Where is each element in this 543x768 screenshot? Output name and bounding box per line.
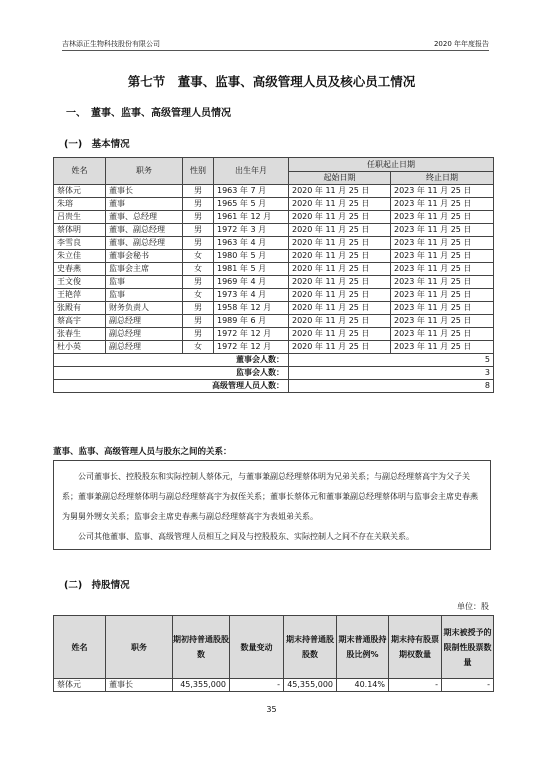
cell-end-date: 2023 年 11 月 25 日: [391, 185, 494, 198]
cell-gender: 女: [183, 250, 214, 263]
cell-closing-shares: 45,355,000: [284, 679, 337, 692]
col-header-term: 任职起止日期: [289, 158, 494, 172]
col-header-position: 职务: [106, 616, 173, 679]
summary-label: 董事会人数：: [54, 354, 289, 367]
summary-value: 5: [289, 354, 494, 367]
table-row: [54, 679, 494, 692]
table-row: [54, 185, 494, 198]
cell-change: -: [230, 679, 284, 692]
cell-position: 副总经理: [106, 328, 183, 341]
cell-birth: 1972 年 12 月: [214, 341, 289, 354]
col-header-opening-shares: 期初持普通股股数: [173, 616, 230, 679]
section-title: 第七节 董事、监事、高级管理人员及核心员工情况: [127, 74, 416, 89]
cell-position: 财务负责人: [106, 302, 183, 315]
cell-position: 董事: [106, 198, 183, 211]
col-header-name: 姓名: [54, 616, 106, 679]
cell-gender: 男: [183, 198, 214, 211]
unit-label: 单位：股: [457, 602, 489, 611]
col-header-ratio: 期末普通股持股比例%: [337, 616, 389, 679]
cell-start-date: 2020 年 11 月 25 日: [289, 250, 391, 263]
cell-birth: 1963 年 4 月: [214, 237, 289, 250]
cell-end-date: 2023 年 11 月 25 日: [391, 250, 494, 263]
cell-end-date: 2023 年 11 月 25 日: [391, 328, 494, 341]
cell-ratio: 40.14%: [337, 679, 389, 692]
cell-gender: 男: [183, 185, 214, 198]
col-header-birth: 出生年月: [214, 158, 289, 185]
cell-name: 吕贵生: [54, 211, 106, 224]
cell-start-date: 2020 年 11 月 25 日: [289, 315, 391, 328]
table-row: [54, 328, 494, 341]
cell-start-date: 2020 年 11 月 25 日: [289, 237, 391, 250]
cell-end-date: 2023 年 11 月 25 日: [391, 263, 494, 276]
cell-name: 朱瑢: [54, 198, 106, 211]
cell-start-date: 2020 年 11 月 25 日: [289, 328, 391, 341]
table-row: [54, 341, 494, 354]
cell-end-date: 2023 年 11 月 25 日: [391, 224, 494, 237]
cell-position: 董事、副总经理: [106, 224, 183, 237]
relations-title: 董事、监事、高级管理人员与股东之间的关系：: [53, 447, 232, 457]
cell-gender: 男: [183, 237, 214, 250]
relations-paragraph-1: 公司董事长、控股股东和实际控制人蔡体元，与董事兼副总经理蔡体明为兄弟关系；与副总经理蔡高宇为父子关系；董事兼副总经理蔡体明与副总经理蔡高宇为叔侄关系；董事长蔡体元和董事兼副总经理蔡体明与监事会主席史春燕为舅舅外甥女关系；监事会主席史春燕与副总经理蔡高宇为表姐弟关系。: [62, 472, 478, 521]
cell-name: 蔡体元: [54, 679, 106, 692]
cell-gender: 女: [183, 289, 214, 302]
cell-position: 董事、副总经理: [106, 237, 183, 250]
cell-gender: 女: [183, 263, 214, 276]
table-row: [54, 276, 494, 289]
col-header-gender: 性别: [183, 158, 214, 185]
cell-start-date: 2020 年 11 月 25 日: [289, 263, 391, 276]
cell-opening-shares: 45,355,000: [173, 679, 230, 692]
header-report: 2020 年年度报告: [433, 40, 489, 48]
officers-table: [53, 157, 494, 393]
cell-start-date: 2020 年 11 月 25 日: [289, 211, 391, 224]
summary-label: 监事会人数：: [54, 367, 289, 380]
cell-gender: 男: [183, 224, 214, 237]
header-company: 吉林添正生物科技股份有限公司: [62, 40, 160, 48]
cell-name: 张春生: [54, 328, 106, 341]
cell-position: 董事会秘书: [106, 250, 183, 263]
cell-birth: 1963 年 7 月: [214, 185, 289, 198]
cell-position: 董事长: [106, 679, 173, 692]
cell-birth: 1973 年 4 月: [214, 289, 289, 302]
cell-name: 张殿有: [54, 302, 106, 315]
col-header-closing-shares: 期末持普通股股数: [284, 616, 337, 679]
table-row: [54, 263, 494, 276]
cell-gender: 女: [183, 341, 214, 354]
cell-start-date: 2020 年 11 月 25 日: [289, 224, 391, 237]
cell-start-date: 2020 年 11 月 25 日: [289, 341, 391, 354]
cell-start-date: 2020 年 11 月 25 日: [289, 198, 391, 211]
cell-position: 监事: [106, 276, 183, 289]
cell-position: 董事、总经理: [106, 211, 183, 224]
cell-position: 副总经理: [106, 341, 183, 354]
table-row: [54, 198, 494, 211]
summary-row: [54, 367, 494, 380]
cell-position: 董事长: [106, 185, 183, 198]
page-header: [62, 38, 489, 51]
cell-birth: 1980 年 5 月: [214, 250, 289, 263]
cell-name: 朱立佳: [54, 250, 106, 263]
cell-end-date: 2023 年 11 月 25 日: [391, 276, 494, 289]
cell-options: -: [389, 679, 442, 692]
cell-birth: 1969 年 4 月: [214, 276, 289, 289]
cell-end-date: 2023 年 11 月 25 日: [391, 302, 494, 315]
cell-start-date: 2020 年 11 月 25 日: [289, 289, 391, 302]
summary-value: 3: [289, 367, 494, 380]
shareholding-table: [53, 615, 494, 692]
cell-position: 副总经理: [106, 315, 183, 328]
page-number: 35: [266, 705, 277, 714]
cell-gender: 男: [183, 328, 214, 341]
cell-end-date: 2023 年 11 月 25 日: [391, 289, 494, 302]
table-row: [54, 237, 494, 250]
col-header-end: 终止日期: [391, 172, 494, 185]
cell-birth: 1965 年 5 月: [214, 198, 289, 211]
cell-restricted: -: [442, 679, 494, 692]
cell-birth: 1958 年 12 月: [214, 302, 289, 315]
cell-start-date: 2020 年 11 月 25 日: [289, 302, 391, 315]
cell-end-date: 2023 年 11 月 25 日: [391, 211, 494, 224]
col-header-restricted: 期末被授予的限制性股票数量: [442, 616, 494, 679]
table-row: [54, 315, 494, 328]
cell-end-date: 2023 年 11 月 25 日: [391, 198, 494, 211]
cell-gender: 男: [183, 302, 214, 315]
table-row: [54, 289, 494, 302]
cell-name: 蔡体明: [54, 224, 106, 237]
cell-name: 王文俊: [54, 276, 106, 289]
cell-birth: 1989 年 6 月: [214, 315, 289, 328]
cell-birth: 1961 年 12 月: [214, 211, 289, 224]
summary-value: 8: [289, 380, 494, 393]
cell-birth: 1981 年 5 月: [214, 263, 289, 276]
relations-box: [53, 460, 491, 550]
col-header-change: 数量变动: [230, 616, 284, 679]
cell-name: 杜小英: [54, 341, 106, 354]
cell-position: 监事会主席: [106, 263, 183, 276]
cell-start-date: 2020 年 11 月 25 日: [289, 185, 391, 198]
cell-end-date: 2023 年 11 月 25 日: [391, 237, 494, 250]
table-row: [54, 224, 494, 237]
relations-paragraph-2: 公司其他董事、监事、高级管理人员相互之间及与控股股东、实际控制人之间不存在关联关系。: [78, 532, 414, 541]
summary-row: [54, 354, 494, 367]
cell-end-date: 2023 年 11 月 25 日: [391, 315, 494, 328]
cell-gender: 男: [183, 276, 214, 289]
col-header-start: 起始日期: [289, 172, 391, 185]
heading-shareholding: (二) 持股情况: [64, 580, 130, 591]
cell-name: 李雪良: [54, 237, 106, 250]
cell-name: 史春燕: [54, 263, 106, 276]
cell-gender: 男: [183, 315, 214, 328]
cell-gender: 男: [183, 211, 214, 224]
col-header-name: 姓名: [54, 158, 106, 185]
cell-end-date: 2023 年 11 月 25 日: [391, 341, 494, 354]
col-header-position: 职务: [106, 158, 183, 185]
summary-row: [54, 380, 494, 393]
cell-position: 监事: [106, 289, 183, 302]
heading-basic-info: (一) 基本情况: [64, 139, 130, 150]
summary-label: 高级管理人员人数：: [54, 380, 289, 393]
table-row: [54, 302, 494, 315]
cell-name: 蔡高宇: [54, 315, 106, 328]
col-header-options: 期末持有股票期权数量: [389, 616, 442, 679]
heading-directors: 一、 董事、监事、高级管理人员情况: [66, 108, 231, 119]
cell-name: 王艳萍: [54, 289, 106, 302]
cell-birth: 1972 年 12 月: [214, 328, 289, 341]
cell-birth: 1972 年 3 月: [214, 224, 289, 237]
cell-start-date: 2020 年 11 月 25 日: [289, 276, 391, 289]
table-row: [54, 211, 494, 224]
cell-name: 蔡体元: [54, 185, 106, 198]
table-row: [54, 250, 494, 263]
